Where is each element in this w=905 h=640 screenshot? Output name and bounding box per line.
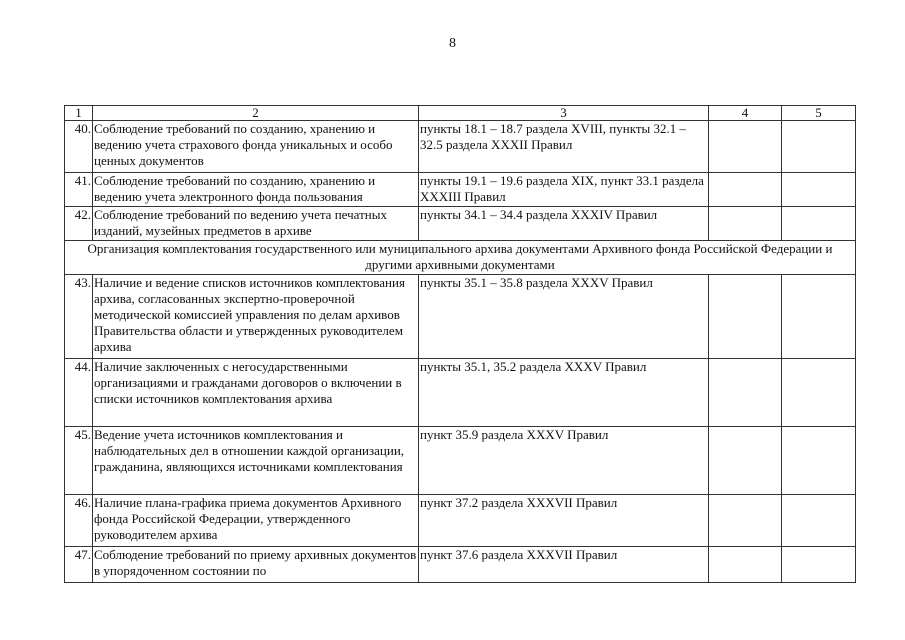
reference-cell: пункты 35.1 – 35.8 раздела XXXV Правил [419,275,709,359]
section-title: Организация комплектования государственного или муниципального архива документами Архивного фонда Российской Федерации и другими архивными документами [65,241,856,275]
header-cell: 2 [93,106,419,121]
table-row [65,359,856,427]
requirement-cell: Наличие плана-графика приема документов Архивного фонда Российской Федерации, утвержденного руководителем архива [93,495,419,547]
requirement-cell: Соблюдение требований по созданию, хранению и ведению учета страхового фонда уникальных и особо ценных документов [93,121,419,173]
empty-cell [782,173,856,207]
empty-cell [782,547,856,583]
row-number: 44. [65,359,93,427]
reference-cell: пункты 35.1, 35.2 раздела XXXV Правил [419,359,709,427]
header-cell: 3 [419,106,709,121]
requirement-cell: Ведение учета источников комплектования и наблюдательных дел в отношении каждой организации, гражданина, являющихся источниками комплектования [93,427,419,495]
empty-cell [709,359,782,427]
empty-cell [709,427,782,495]
header-cell: 4 [709,106,782,121]
checklist-table [64,105,856,583]
requirement-cell: Наличие заключенных с негосударственными организациями и гражданами договоров о включении в списки источников комплектования архива [93,359,419,427]
row-number: 45. [65,427,93,495]
requirement-cell: Соблюдение требований по созданию, хранению и ведению учета электронного фонда пользования [93,173,419,207]
table-row [65,495,856,547]
section-row [65,241,856,275]
empty-cell [782,275,856,359]
row-number: 40. [65,121,93,173]
reference-cell: пункт 35.9 раздела XXXV Правил [419,427,709,495]
empty-cell [709,207,782,241]
page-number: 8 [449,36,456,51]
row-number: 46. [65,495,93,547]
requirement-cell: Соблюдение требований по ведению учета печатных изданий, музейных предметов в архиве [93,207,419,241]
table-row [65,547,856,583]
header-cell: 1 [65,106,93,121]
reference-cell: пункты 34.1 – 34.4 раздела XXXIV Правил [419,207,709,241]
table-row [65,173,856,207]
empty-cell [709,495,782,547]
reference-cell: пункты 18.1 – 18.7 раздела XVIII, пункты 32.1 – 32.5 раздела XXXII Правил [419,121,709,173]
table-row [65,427,856,495]
reference-cell: пункты 19.1 – 19.6 раздела XIX, пункт 33.1 раздела XXXIII Правил [419,173,709,207]
row-number: 41. [65,173,93,207]
empty-cell [709,275,782,359]
table-row [65,275,856,359]
row-number: 43. [65,275,93,359]
row-number: 47. [65,547,93,583]
requirement-cell: Наличие и ведение списков источников комплектования архива, согласованных экспертно-проверочной методической комиссией управления по делам архивов Правительства области и утвержденных руководителем архива [93,275,419,359]
empty-cell [709,173,782,207]
empty-cell [782,359,856,427]
header-cell: 5 [782,106,856,121]
row-number: 42. [65,207,93,241]
empty-cell [709,121,782,173]
table-header-row [65,106,856,121]
empty-cell [782,121,856,173]
table-row [65,121,856,173]
table-row [65,207,856,241]
reference-cell: пункт 37.6 раздела XXXVII Правил [419,547,709,583]
reference-cell: пункт 37.2 раздела XXXVII Правил [419,495,709,547]
empty-cell [709,547,782,583]
empty-cell [782,207,856,241]
empty-cell [782,427,856,495]
empty-cell [782,495,856,547]
requirement-cell: Соблюдение требований по приему архивных документов в упорядоченном состоянии по [93,547,419,583]
